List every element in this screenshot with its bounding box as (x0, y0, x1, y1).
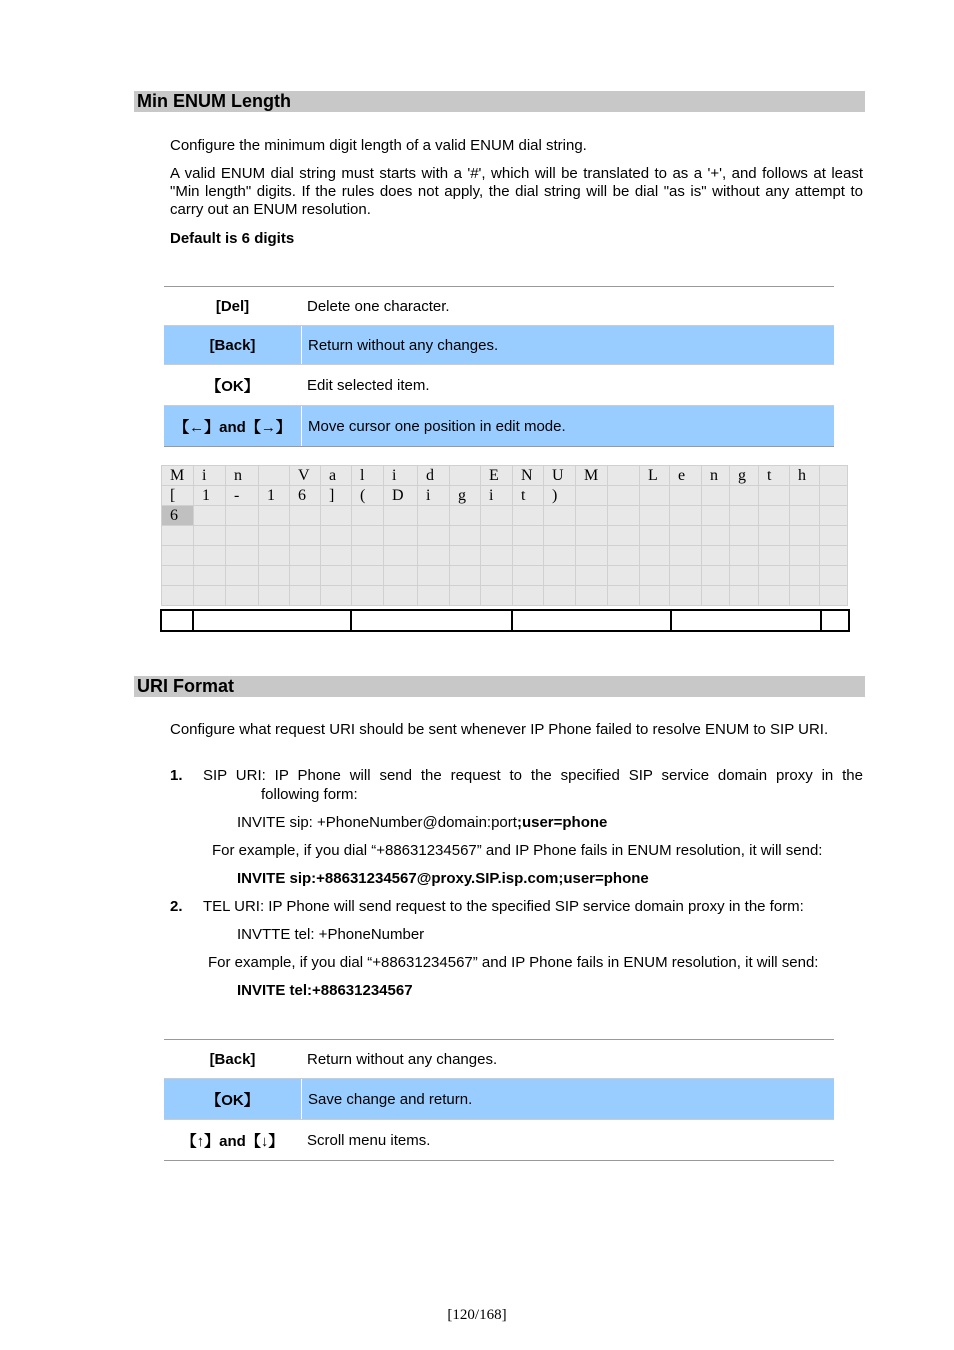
lcd-cell (481, 506, 513, 526)
key-row-arrows (164, 406, 834, 446)
softkey-slot (822, 611, 848, 630)
lcd-cell (790, 566, 820, 586)
lcd-row (162, 466, 848, 486)
lcd-cell: a (321, 466, 352, 486)
lcd-cell (608, 586, 640, 606)
lcd-cell (194, 586, 226, 606)
lcd-cell (790, 506, 820, 526)
lcd-cell: M (576, 466, 608, 486)
lcd-cell (608, 506, 640, 526)
lcd-cell (790, 546, 820, 566)
lcd-cell (759, 486, 790, 506)
lcd-cell (820, 526, 848, 546)
lcd-cell (640, 586, 670, 606)
key-row-del (164, 287, 834, 326)
lcd-cell (640, 526, 670, 546)
key-row-ok (164, 1079, 834, 1120)
lcd-cell (759, 566, 790, 586)
key-label: [Back] (209, 1050, 256, 1068)
lcd-cell (640, 566, 670, 586)
list-item-2-example: For example, if you dial “+88631234567” and IP Phone fails in ENUM resolution, it will send: (208, 954, 819, 971)
lcd-cell: M (162, 466, 194, 486)
lcd-cell (384, 506, 418, 526)
lcd-cell (576, 566, 608, 586)
lcd-cell (162, 566, 194, 586)
lcd-cell (450, 506, 481, 526)
lcd-cell (194, 526, 226, 546)
lcd-cell (418, 566, 450, 586)
key-label: 【OK】 (164, 1079, 302, 1119)
key-row-arrows (164, 1120, 834, 1160)
lcd-cell (481, 586, 513, 606)
lcd-cell: L (640, 466, 670, 486)
lcd-row (162, 506, 848, 526)
lcd-cell (418, 546, 450, 566)
lcd-cell (640, 546, 670, 566)
lcd-cell (513, 546, 544, 566)
lcd-cell (321, 506, 352, 526)
lcd-cell (730, 506, 759, 526)
lcd-cell (513, 506, 544, 526)
lcd-row (162, 486, 848, 506)
lcd-cell (576, 526, 608, 546)
lcd-cell: h (790, 466, 820, 486)
lcd-cell (608, 546, 640, 566)
lcd-cell: g (450, 486, 481, 506)
lcd-cell (481, 546, 513, 566)
lcd-cell (576, 486, 608, 506)
lcd-cell (730, 486, 759, 506)
softkey-slot (352, 611, 513, 630)
lcd-cell (194, 566, 226, 586)
lcd-cell (608, 526, 640, 546)
lcd-cell (418, 506, 450, 526)
section-header-uri-format: URI Format (134, 676, 865, 697)
lcd-cell (290, 586, 321, 606)
lcd-cell (321, 566, 352, 586)
lcd-cell: D (384, 486, 418, 506)
key-description: Edit selected item. (307, 376, 430, 394)
lcd-cell (450, 546, 481, 566)
lcd-cell (384, 546, 418, 566)
lcd-cell (226, 586, 259, 606)
lcd-cell (290, 566, 321, 586)
lcd-cell: i (384, 466, 418, 486)
lcd-cell (226, 506, 259, 526)
min-enum-key-table (164, 286, 834, 447)
lcd-cell (290, 506, 321, 526)
lcd-cell: t (759, 466, 790, 486)
list-item-2-form: INVTTE tel: +PhoneNumber (237, 926, 425, 943)
list-item-1-continuation: following form: (261, 786, 358, 803)
lcd-cell (790, 486, 820, 506)
lcd-cell (226, 566, 259, 586)
lcd-cell (670, 566, 702, 586)
lcd-cell (670, 586, 702, 606)
uri-format-key-table (164, 1039, 834, 1161)
list-item-2-example-result: INVITE tel:+88631234567 (237, 982, 413, 999)
lcd-cell (790, 586, 820, 606)
lcd-cell: U (544, 466, 576, 486)
lcd-cell: e (670, 466, 702, 486)
lcd-cell (730, 586, 759, 606)
min-enum-intro: Configure the minimum digit length of a valid ENUM dial string. (170, 137, 587, 154)
lcd-cell (702, 506, 730, 526)
lcd-cell (321, 526, 352, 546)
lcd-cell: d (418, 466, 450, 486)
form-plain: INVITE sip: +PhoneNumber@domain:port (237, 814, 517, 831)
lcd-cell (162, 586, 194, 606)
lcd-cell (759, 526, 790, 546)
lcd-cell: n (226, 466, 259, 486)
lcd-cell (418, 526, 450, 546)
key-label: 【←】and【→】 (164, 406, 302, 446)
lcd-row (162, 526, 848, 546)
lcd-cell (513, 526, 544, 546)
key-row-back (164, 326, 834, 365)
lcd-cell (450, 466, 481, 486)
lcd-cell (759, 506, 790, 526)
lcd-cell (759, 546, 790, 566)
lcd-cell (162, 546, 194, 566)
key-description: Move cursor one position in edit mode. (308, 417, 566, 435)
lcd-cell (820, 466, 848, 486)
key-description: Return without any changes. (307, 1050, 498, 1068)
lcd-cell: i (194, 466, 226, 486)
key-description: Delete one character. (307, 297, 450, 315)
lcd-cell (544, 546, 576, 566)
lcd-cell: 6 (162, 506, 194, 526)
lcd-cell (702, 566, 730, 586)
lcd-cell (259, 506, 290, 526)
lcd-cell (702, 546, 730, 566)
lcd-cell: n (702, 466, 730, 486)
lcd-cell (259, 466, 290, 486)
lcd-cell (259, 546, 290, 566)
lcd-cell (352, 566, 384, 586)
lcd-cell: ( (352, 486, 384, 506)
lcd-cell (730, 546, 759, 566)
lcd-cell: E (481, 466, 513, 486)
lcd-cell (259, 586, 290, 606)
lcd-cell (450, 586, 481, 606)
lcd-cell (162, 526, 194, 546)
lcd-cell: i (481, 486, 513, 506)
lcd-cell: V (290, 466, 321, 486)
lcd-cell (384, 566, 418, 586)
lcd-cell (608, 466, 640, 486)
lcd-screen (161, 465, 848, 606)
lcd-cell (352, 506, 384, 526)
list-number-2: 2. (170, 898, 183, 915)
lcd-cell (544, 566, 576, 586)
key-label: 【OK】 (206, 377, 259, 395)
lcd-cell (820, 486, 848, 506)
lcd-cell (820, 586, 848, 606)
key-row-ok (164, 365, 834, 406)
lcd-cell (259, 566, 290, 586)
lcd-cell (544, 506, 576, 526)
lcd-cell (640, 486, 670, 506)
lcd-cell (702, 526, 730, 546)
lcd-cell: - (226, 486, 259, 506)
list-item-2-text: TEL URI: IP Phone will send request to the specified SIP service domain proxy in the form: (203, 898, 804, 915)
lcd-cell: g (730, 466, 759, 486)
lcd-cell (576, 546, 608, 566)
lcd-cell (670, 486, 702, 506)
lcd-cell (194, 506, 226, 526)
lcd-cell (513, 566, 544, 586)
page-number: [120/168] (447, 1307, 507, 1323)
lcd-cell (608, 566, 640, 586)
form-bold: ;user=phone (516, 814, 608, 831)
lcd-cell (820, 506, 848, 526)
lcd-row (162, 546, 848, 566)
lcd-cell: i (418, 486, 450, 506)
key-description: Return without any changes. (308, 336, 499, 354)
lcd-cell (226, 526, 259, 546)
lcd-cell (290, 546, 321, 566)
lcd-cell (608, 486, 640, 506)
lcd-cell (670, 506, 702, 526)
min-enum-default: Default is 6 digits (170, 230, 295, 247)
lcd-row (162, 566, 848, 586)
key-description: Save change and return. (308, 1090, 473, 1108)
lcd-cell (194, 546, 226, 566)
lcd-cell (352, 526, 384, 546)
lcd-cell (730, 566, 759, 586)
list-number-1: 1. (170, 767, 183, 784)
lcd-cell (702, 586, 730, 606)
lcd-cell (384, 526, 418, 546)
lcd-row (162, 586, 848, 606)
lcd-cell: 1 (194, 486, 226, 506)
lcd-cell: ] (321, 486, 352, 506)
lcd-cell: l (352, 466, 384, 486)
lcd-cell (321, 546, 352, 566)
lcd-cell (450, 526, 481, 546)
lcd-cell (820, 566, 848, 586)
lcd-cell (576, 506, 608, 526)
lcd-cell (670, 546, 702, 566)
lcd-cell (226, 546, 259, 566)
key-label: [Del] (215, 297, 250, 315)
lcd-cell (544, 526, 576, 546)
lcd-cell (670, 526, 702, 546)
lcd-cell (759, 586, 790, 606)
lcd-cell (544, 586, 576, 606)
list-item-1-text: SIP URI: IP Phone will send the request to the specified SIP service domain proxy in the (203, 767, 863, 784)
lcd-cell (352, 546, 384, 566)
key-label: [Back] (164, 326, 302, 364)
lcd-cell (290, 526, 321, 546)
lcd-cell (730, 526, 759, 546)
softkey-slot (513, 611, 672, 630)
key-row-back (164, 1040, 834, 1079)
lcd-cell: t (513, 486, 544, 506)
lcd-cell (418, 586, 450, 606)
softkey-slot (162, 611, 194, 630)
lcd-cell (481, 526, 513, 546)
min-enum-description: A valid ENUM dial string must starts with a '#', which will be translated to as a '+', and follows at least "Min length" digits. If the rules does not apply, the dial string will be dial "as is" without any attempt to carry out an ENUM resolution. (170, 165, 863, 218)
lcd-cell (790, 526, 820, 546)
list-item-1-example: For example, if you dial “+88631234567” and IP Phone fails in ENUM resolution, it will send: (212, 842, 823, 859)
list-item-1-example-result: INVITE sip:+88631234567@proxy.SIP.isp.com;user=phone (237, 870, 649, 887)
lcd-cell (321, 586, 352, 606)
key-description: Scroll menu items. (307, 1131, 431, 1149)
section-header-min-enum: Min ENUM Length (134, 91, 865, 112)
lcd-softkey-bar (160, 609, 850, 632)
lcd-cell (702, 486, 730, 506)
lcd-cell (513, 586, 544, 606)
lcd-cell (481, 566, 513, 586)
lcd-cell: N (513, 466, 544, 486)
key-label: 【↑】and【↓】 (181, 1132, 284, 1150)
lcd-cell (352, 586, 384, 606)
lcd-cell: 6 (290, 486, 321, 506)
lcd-cell: [ (162, 486, 194, 506)
lcd-cell (640, 506, 670, 526)
softkey-slot (194, 611, 352, 630)
list-item-1-form (237, 814, 607, 831)
lcd-cell (259, 526, 290, 546)
softkey-slot (672, 611, 822, 630)
uri-format-intro: Configure what request URI should be sent whenever IP Phone failed to resolve ENUM to SIP URI. (170, 721, 829, 738)
lcd-cell (820, 546, 848, 566)
lcd-cell (576, 586, 608, 606)
lcd-cell (384, 586, 418, 606)
lcd-cell: ) (544, 486, 576, 506)
lcd-cell (450, 566, 481, 586)
lcd-cell: 1 (259, 486, 290, 506)
